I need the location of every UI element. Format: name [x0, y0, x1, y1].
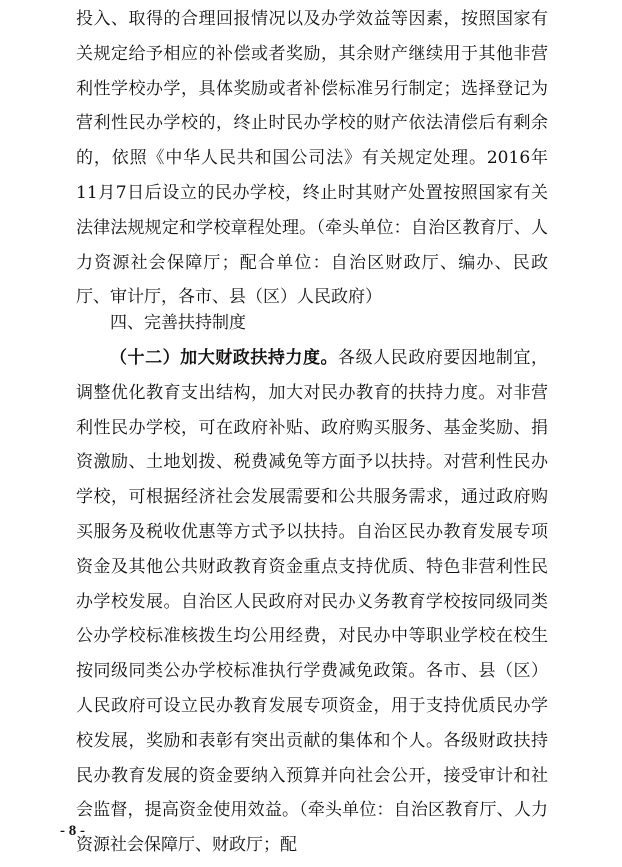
section-heading: 四、完善扶持制度	[110, 313, 246, 333]
item-12-body: 各级人民政府要因地制宜，调整优化教育支出结构，加大对民办教育的扶持力度。对非营利性民办学校，可在政府补贴、政府购买服务、基金奖励、捐资激励、土地划拨、税费减免等方面予以扶持。对营利性民办学校，可根据经济社会发展需要和公共服务需求，通过政府购买服务及税收优惠等方式予以扶持。自治区民办教育发展专项资金及其他公共财政教育资金重点支持优质、特色非营利性民办学校发展。自治区人民政府对民办义务教育学校按同级同类公办学校标准核拨生均公用经费，对民办中等职业学校在校生按同级同类公办学校标准执行学费减免政策。各市、县（区）人民政府可设立民办教育发展专项资金，用于支持优质民办学校发展，奖励和表彰有突出贡献的集体和个人。各级财政扶持民办教育发展的资金要纳入预算并向社会公开，接受审计和社会监督，提高资金使用效益。（牵头单位：自治区教育厅、人力资源社会保障厅、财政厅；配	[76, 348, 549, 856]
page-number: - 8 -	[60, 823, 85, 839]
item-12-paragraph	[76, 341, 548, 863]
item-12-block	[76, 341, 548, 863]
body-text-continuation	[76, 2, 548, 315]
paragraph-closing-assets: 投入、取得的合理回报情况以及办学效益等因素，按照国家有关规定给予相应的补偿或者奖励，其余财产继续用于其他非营利性学校办学，具体奖励或者补偿标准另行制定；选择登记为营利性民办学校的，终止时民办学校的财产依法清偿后有剩余的，依照《中华人民共和国公司法》有关规定处理。2016年11月7日后设立的民办学校，终止时其财产处置按照国家有关法律法规规定和学校章程处理。（牵头单位：自治区教育厅、人力资源社会保障厅；配合单位：自治区财政厅、编办、民政厅、审计厅，各市、县（区）人民政府）	[76, 9, 548, 308]
section-heading-block	[76, 306, 548, 341]
item-12-heading: （十二）加大财政扶持力度。	[110, 348, 339, 368]
